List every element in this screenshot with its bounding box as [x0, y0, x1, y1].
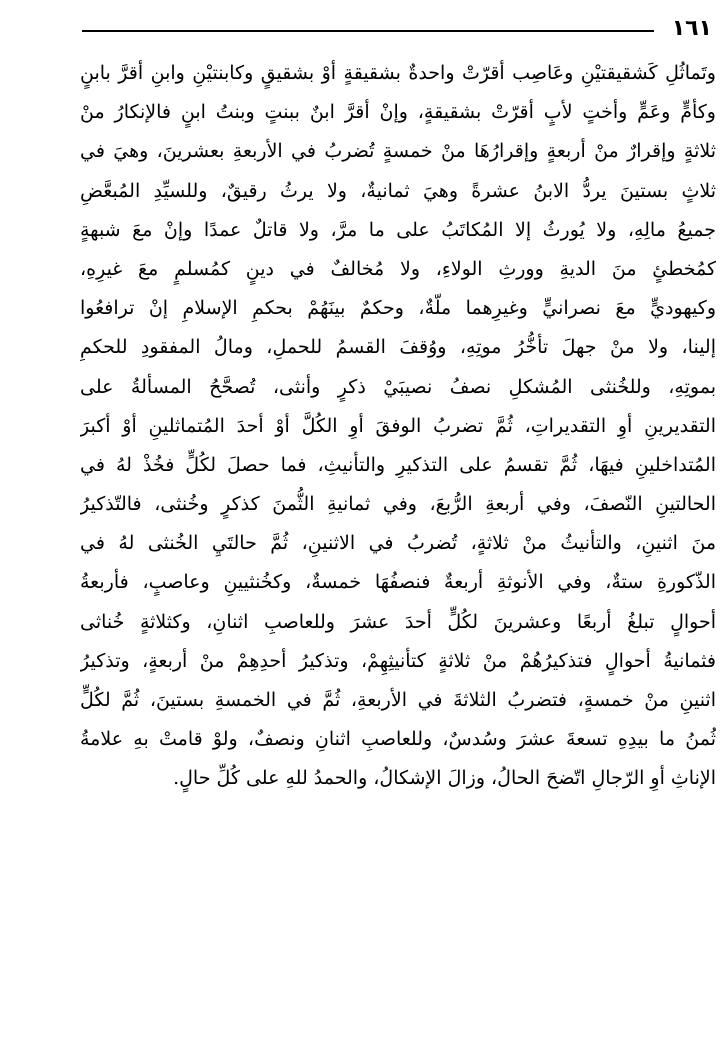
- text-line: جميعُ مالِهِ، ولا يُورثُ إلا المُكاتَبُ على ما مرَّ، ولا قاتلٌ عمدًا وإنْ معَ شبهةٍ: [80, 218, 716, 241]
- text-line: ثُمنُ ما بيدِهِ تسعةَ عشرَ وسُدسٌ، وللعاصبِ اثنانِ ونصفٌ، ولوْ قامتْ بهِ علامةُ: [80, 728, 716, 751]
- text-line: اثنينِ منْ خمسةٍ، فتضربُ الثلاثةَ في الأربعةِ، ثُمَّ في الخمسةِ بستينَ، ثُمَّ لكُلٍّ: [80, 689, 716, 711]
- text-line: الحالتينِ النّصفَ، وفي أربعةِ الرُّبعَ، وفي ثمانيةِ الثُّمنَ كذكرٍ وخُنثى، فالتّذكيرُ: [80, 493, 716, 516]
- text-line: بموتِهِ، وللخُنثى المُشكلِ نصفُ نصيبَيْ ذكرٍ وأنثى، تُصحَّحُ المسألةُ على: [80, 375, 716, 398]
- text-line: الذّكورةِ ستةٌ، وفي الأنوثةِ أربعةٌ فنصفُهَا خمسةٌ، وكخُنثيينِ وعاصبٍ، فأربعةُ: [80, 571, 716, 594]
- text-line: وتَماثُلِ كَشقيقتيْنِ وعَاصِب أقرّتْ واحدةٌ بشقيقةٍ أوْ بشقيقٍ وكابنتيْنِ وابنِ أقرَّ بابنٍ: [80, 62, 716, 84]
- text-line: وكيهوديٍّ معَ نصرانيٍّ وغيرِهما ملّةٌ، وحكمٌ بينَهُمْ بحكمِ الإسلامِ إنْ ترافعُوا: [80, 297, 716, 320]
- page-header: [82, 14, 712, 48]
- text-line: وكأمٍّ وعَمٍّ وأختٍ لأبٍ أقرّتْ بشقيقةٍ، وإنْ أقرَّ ابنٌ ببنتٍ وبنتُ ابنٍ فالإنكارُ منْ: [80, 101, 716, 124]
- text-line: ثلاثٍ بستينَ يردُّ الابنُ عشرةً وهيَ ثمانيةٌ، ولا يرثُ رقيقٌ، وللسيِّدِ المُبعَّضِ: [80, 179, 716, 202]
- header-rule: [82, 30, 654, 32]
- text-line: أحوالٍ تبلغُ أربعًا وعشرينَ لكُلٍّ أحدَ عشرَ وللعاصبِ اثنانِ، وكثلاثةٍ خُناثى: [80, 610, 716, 633]
- text-line: ثلاثةٍ وإقرارٌ منْ أربعةٍ وإقرارُهَا منْ خمسةٍ تُضربُ في الأربعةِ بعشرينَ، وهيَ في: [80, 140, 716, 163]
- text-line: كمُخطئٍ منَ الديةِ وورثِ الولاءِ، ولا مُخالفٌ في دينٍ كمُسلمٍ معَ غيرِهِ،: [80, 257, 716, 280]
- text-line: فثمانيةُ أحوالٍ فتذكيرُهُمْ منْ ثلاثةٍ كتأنيثِهِمْ، وتذكيرُ أحدِهِمْ منْ أربعةٍ، وتذكيرُ: [80, 649, 716, 672]
- text-line: إلينا، ولا منْ جهلَ تأخُّرُ موتِهِ، ووُقفَ القسمُ للحملِ، ومالُ المفقودِ للحكمِ: [80, 336, 716, 359]
- text-line: منَ اثنينِ، والتأنيثُ منْ ثلاثةٍ، تُضربُ في الاثنينِ، ثُمَّ حالتَيِ الخُنثى لهُ في: [80, 532, 716, 555]
- text-line: التقديرينِ أوِ التقديراتِ، ثُمَّ تضربُ الوفقَ أوِ الكُلَّ أوْ أحدَ المُتماثلينِ أوْ أكبرَ: [80, 414, 716, 437]
- text-line: المُتداخلينِ فيهَا، ثُمَّ تقسمُ على التذكيرِ والتأنيثِ، فما حصلَ لكُلٍّ فخُذْ لهُ في: [80, 453, 716, 476]
- text-line: الإناثِ أوِ الرّجالِ اتّضحَ الحالُ، وزالَ الإشكالُ، والحمدُ للهِ على كُلِّ حالٍ.: [173, 767, 716, 790]
- text-body: [80, 54, 716, 799]
- page-number: ١٦١: [671, 16, 712, 41]
